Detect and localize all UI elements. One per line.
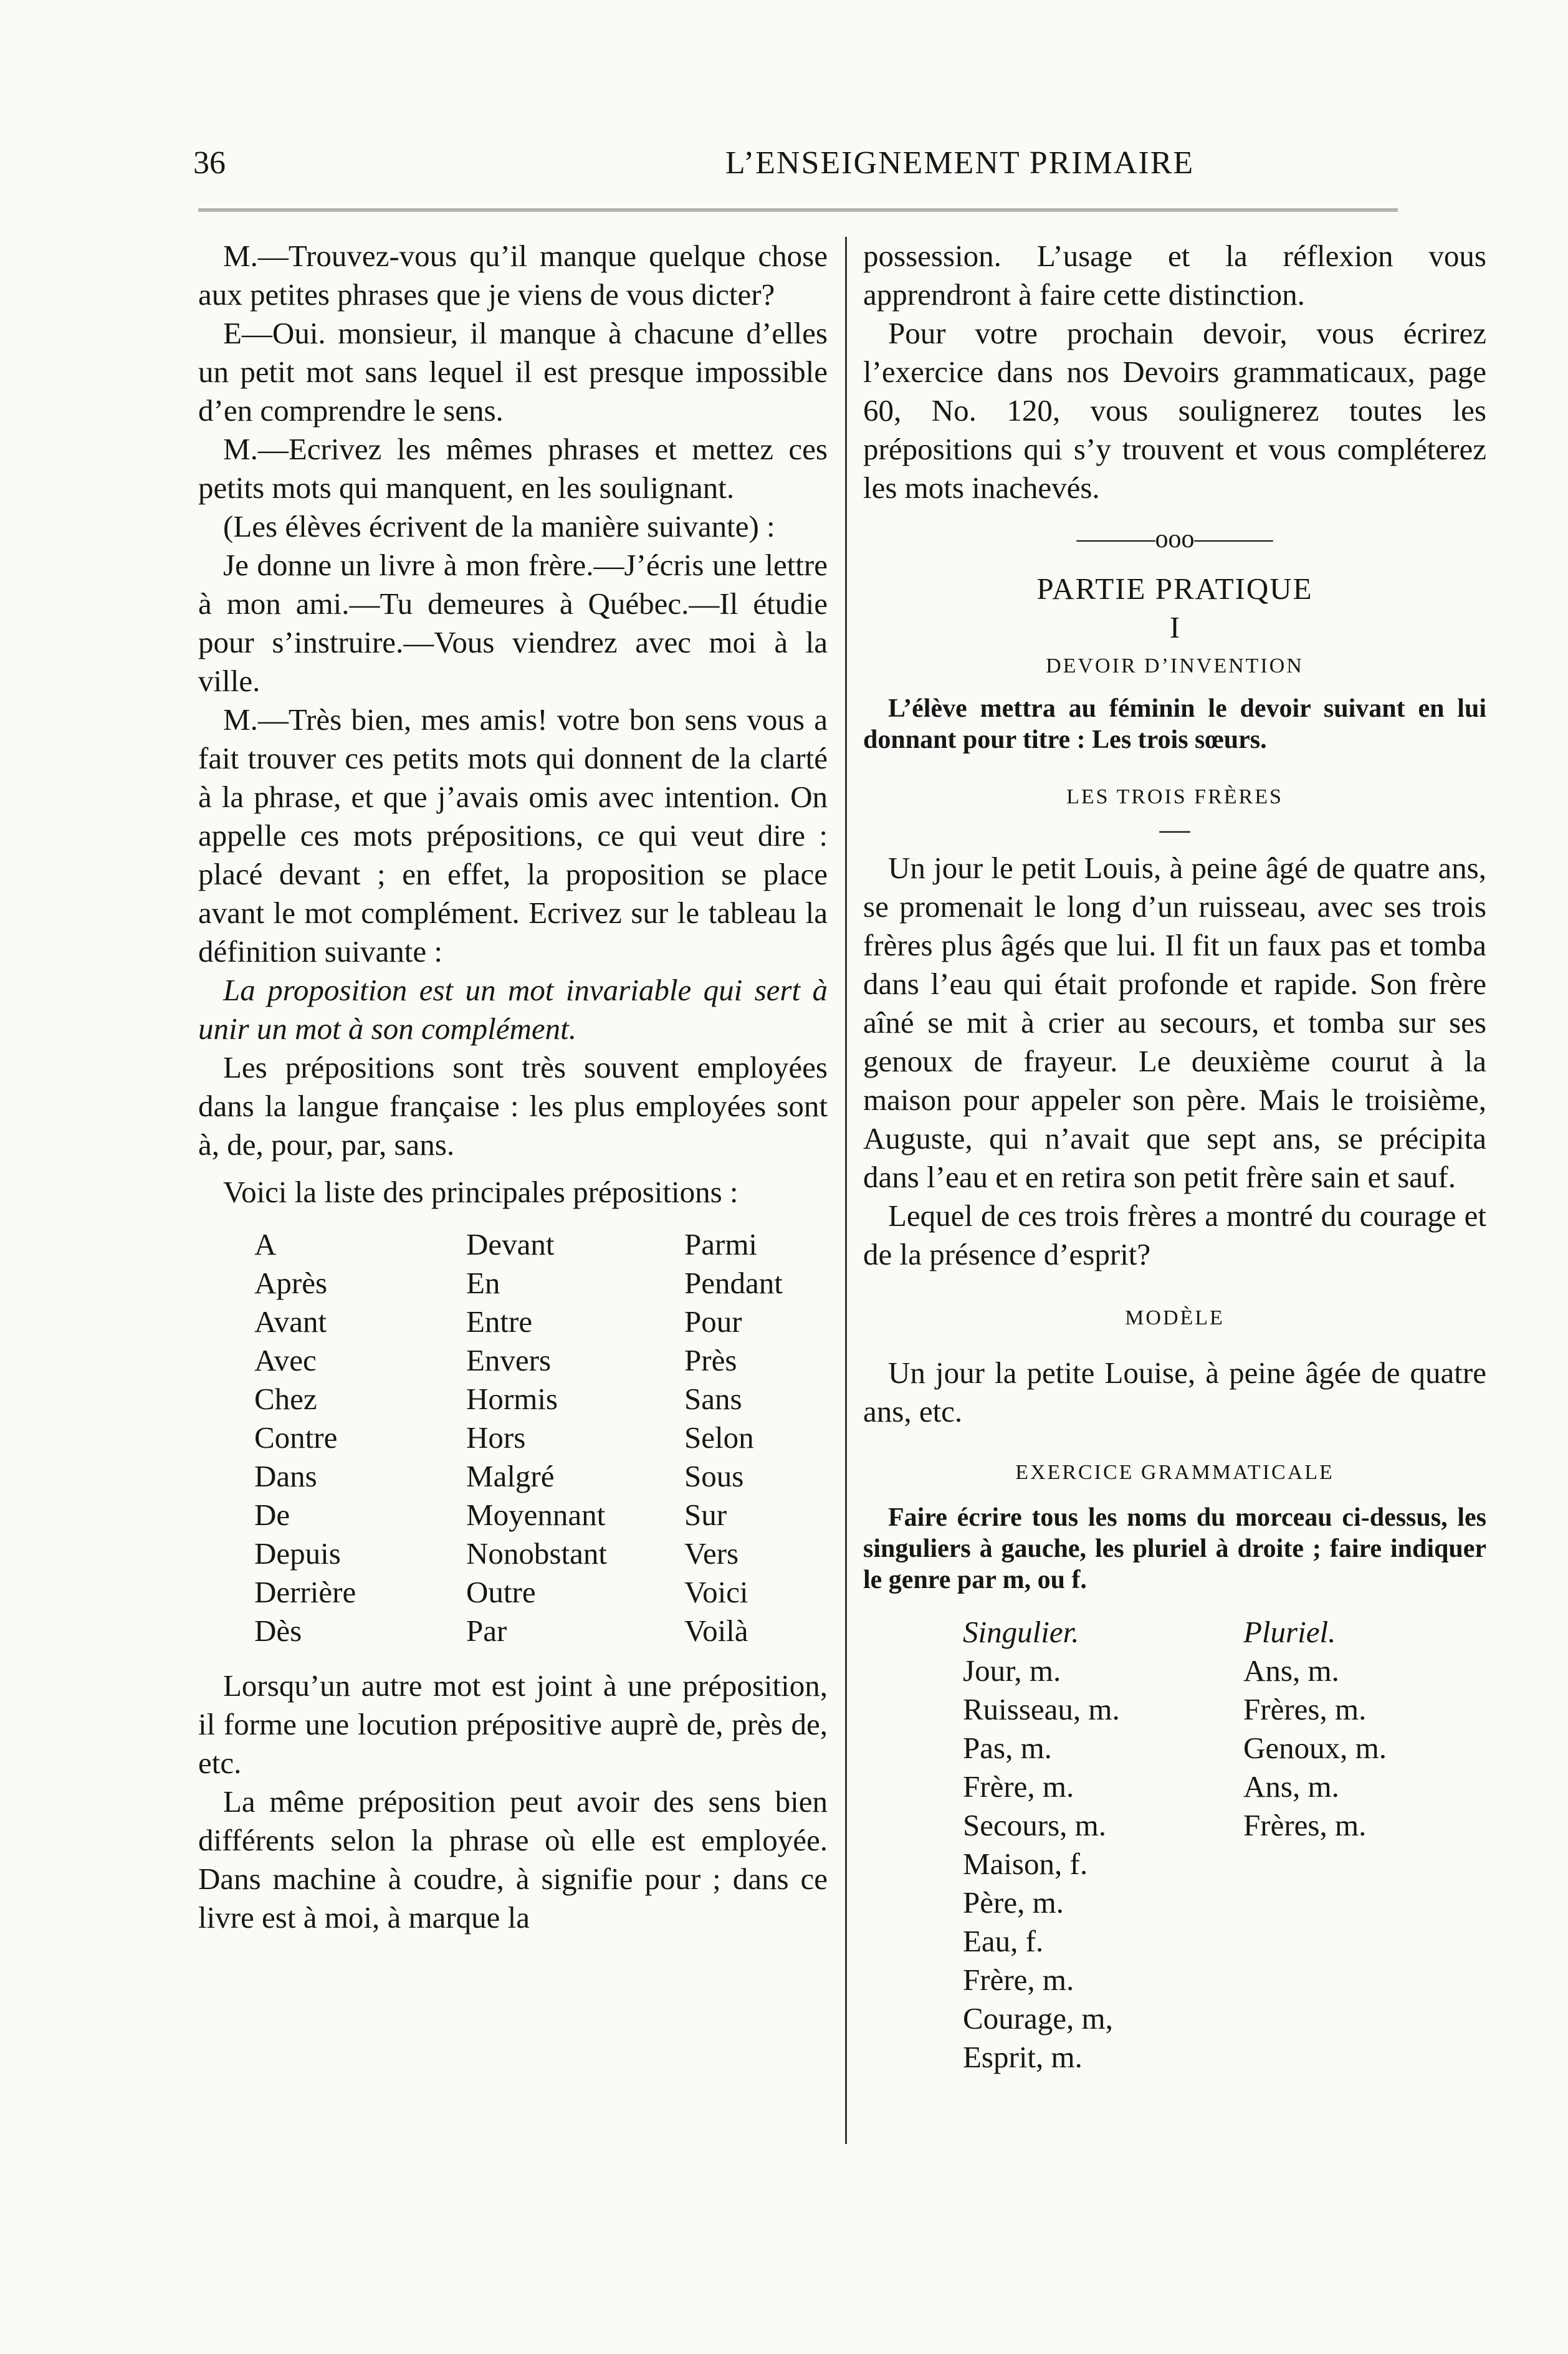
exercise-title: EXERCICE GRAMMATICALE: [1015, 1461, 1334, 1484]
paragraph: Lorsqu’un autre mot est joint à une préposition, il forme une locution prépositive auprè de, près de, etc.: [198, 1668, 828, 1780]
preposition-item: Malgré: [466, 1459, 555, 1493]
preposition-item: Sur: [684, 1498, 727, 1532]
left-column: [198, 237, 828, 1937]
plural-header: Pluriel.: [1243, 1615, 1336, 1649]
definition: La proposition est un mot invariable qui sert à unir un mot à son complément.: [198, 973, 828, 1046]
singular-noun: Secours, m.: [963, 1808, 1106, 1842]
plural-noun: [1243, 1999, 1430, 2038]
header-rule: [198, 209, 1398, 211]
preposition-item: Moyennant: [466, 1498, 606, 1532]
story: Un jour le petit Louis, à peine âgé de quatre ans, se promenait le long d’un ruisseau, avec ses trois frères plus âgés que lui. Il fit un faux pas et tomba dans l’eau qui était profonde et rapide. Son frère aîné se mit à crier au secours, et tomba sur ses genoux de frayeur. Le deuxième courut à la maison pour appeler son père. Mais le troisième, Auguste, qui n’avait que sept ans, se précipita dans l’eau et en retira son petit frère sain et sauf.: [863, 851, 1486, 1194]
column-divider: [845, 237, 847, 2144]
preposition-item: Dès: [254, 1614, 302, 1648]
preposition-item: Envers: [466, 1343, 552, 1377]
preposition-item: Chez: [254, 1382, 317, 1416]
singular-noun: Ruisseau, m.: [963, 1692, 1120, 1726]
preposition-item: Après: [254, 1266, 328, 1300]
right-column: [863, 237, 1486, 2077]
devoir-title: DEVOIR D’INVENTION: [1046, 654, 1304, 677]
paragraph: Pour votre prochain devoir, vous écrirez l’exercice dans nos Devoirs grammaticaux, page 60, No. 120, vous soulignerez toutes les prépositions qui s’y trouvent et vous compléterez les mots inachevés.: [863, 316, 1486, 505]
preposition-item: Vers: [684, 1536, 739, 1571]
preposition-item: Près: [684, 1343, 737, 1377]
preposition-item: Parmi: [684, 1227, 758, 1261]
preposition-item: A: [254, 1227, 277, 1261]
paragraph: possession. L’usage et la réflexion vous apprendront à faire cette distinction.: [863, 239, 1486, 312]
paragraph: M.—Ecrivez les mêmes phrases et mettez ces petits mots qui manquent, en les soulignant.: [198, 432, 828, 505]
instruction: L’élève mettra au féminin le devoir suivant en lui donnant pour titre : Les trois sœurs.: [863, 694, 1486, 754]
noun-table: [963, 1613, 1486, 2077]
model-title: MODÈLE: [1125, 1306, 1225, 1329]
preposition-item: Avant: [254, 1304, 327, 1339]
model-text: Un jour la petite Louise, à peine âgée de quatre ans, etc.: [863, 1356, 1486, 1428]
preposition-item: Par: [466, 1614, 507, 1648]
plural-noun: Frères, m.: [1243, 1692, 1367, 1726]
page-header: [193, 145, 1408, 188]
preposition-item: Depuis: [254, 1536, 341, 1571]
story-title: LES TROIS FRÈRES: [1066, 785, 1283, 808]
paragraph: M.—Très bien, mes amis! votre bon sens vous a fait trouver ces petits mots qui donnent de la clarté à la phrase, et que j’avais omis avec intention. On appelle ces mots prépositions, ce qui veut dire : placé devant ; en effet, la proposition se place avant le mot complément. Ecrivez sur le tableau la définition suivante :: [198, 702, 828, 969]
preposition-item: Sous: [684, 1459, 744, 1493]
example-sentences: Je donne un livre à mon frère.—J’écris une lettre à mon ami.—Tu demeures à Québec.—Il étudie pour s’instruire.—Vous viendrez avec moi à la ville.: [198, 548, 828, 698]
singular-noun: Frère, m.: [963, 1769, 1074, 1804]
preposition-item: Voici: [684, 1575, 748, 1609]
preposition-list: [254, 1225, 834, 1650]
preposition-item: De: [254, 1498, 290, 1532]
exercise-text: Faire écrire tous les noms du morceau ci-dessus, les singuliers à gauche, les pluriel à droite ; faire indiquer le genre par m, ou f.: [863, 1503, 1486, 1594]
singular-noun: Frère, m.: [963, 1963, 1074, 1997]
plural-noun: Ans, m.: [1243, 1653, 1339, 1688]
preposition-item: Outre: [466, 1575, 536, 1609]
plural-noun: [1243, 1961, 1430, 1999]
preposition-item: Selon: [684, 1420, 754, 1455]
paragraph: M.—Trouvez-vous qu’il manque quelque chose aux petites phrases que je viens de vous dicter?: [198, 239, 828, 312]
singular-header: Singulier.: [963, 1615, 1079, 1649]
section-title: PARTIE PRATIQUE: [1036, 572, 1313, 606]
section-number: I: [1169, 610, 1180, 644]
separator: ———ooo———: [1076, 525, 1273, 553]
paragraph: (Les élèves écrivent de la manière suivante) :: [223, 509, 775, 543]
page-number: 36: [193, 145, 226, 181]
preposition-item: Contre: [254, 1420, 338, 1455]
plural-noun: [1243, 1883, 1430, 1922]
preposition-item: Pendant: [684, 1266, 783, 1300]
plural-noun: Ans, m.: [1243, 1769, 1339, 1804]
plural-noun: [1243, 1845, 1430, 1883]
singular-noun: Pas, m.: [963, 1731, 1052, 1765]
paragraph: La même préposition peut avoir des sens bien différents selon la phrase où elle est employée. Dans machine à coudre, à signifie pour ; dans ce livre est à moi, à marque la: [198, 1784, 828, 1935]
singular-noun: Jour, m.: [963, 1653, 1061, 1688]
preposition-item: En: [466, 1266, 500, 1300]
preposition-item: Pour: [684, 1304, 742, 1339]
preposition-item: Derrière: [254, 1575, 356, 1609]
plural-noun: Genoux, m.: [1243, 1731, 1387, 1765]
plural-noun: [1243, 1922, 1430, 1961]
paragraph: E—Oui. monsieur, il manque à chacune d’elles un petit mot sans lequel il est presque impossible d’en comprendre le sens.: [198, 316, 828, 428]
preposition-item: Hors: [466, 1420, 526, 1455]
plural-noun: [1243, 2038, 1430, 2077]
dash: —: [1159, 811, 1190, 846]
preposition-item: Dans: [254, 1459, 317, 1493]
preposition-item: Hormis: [466, 1382, 558, 1416]
list-intro: Voici la liste des principales prépositions :: [223, 1175, 739, 1209]
singular-noun: Eau, f.: [963, 1924, 1044, 1958]
question: Lequel de ces trois frères a montré du courage et de la présence d’esprit?: [863, 1199, 1486, 1271]
preposition-item: Avec: [254, 1343, 317, 1377]
preposition-item: Devant: [466, 1227, 555, 1261]
singular-noun: Esprit, m.: [963, 2040, 1083, 2074]
paragraph: Les prépositions sont très souvent employées dans la langue française : les plus employées sont à, de, pour, par, sans.: [198, 1050, 828, 1162]
plural-noun: Frères, m.: [1243, 1808, 1367, 1842]
preposition-item: Nonobstant: [466, 1536, 607, 1571]
preposition-item: Sans: [684, 1382, 742, 1416]
singular-noun: Maison, f.: [963, 1847, 1088, 1881]
preposition-item: Voilà: [684, 1614, 748, 1648]
preposition-item: Entre: [466, 1304, 533, 1339]
singular-noun: Courage, m,: [963, 2001, 1113, 2036]
singular-noun: Père, m.: [963, 1885, 1064, 1920]
running-title: L’ENSEIGNEMENT PRIMAIRE: [725, 145, 1195, 181]
